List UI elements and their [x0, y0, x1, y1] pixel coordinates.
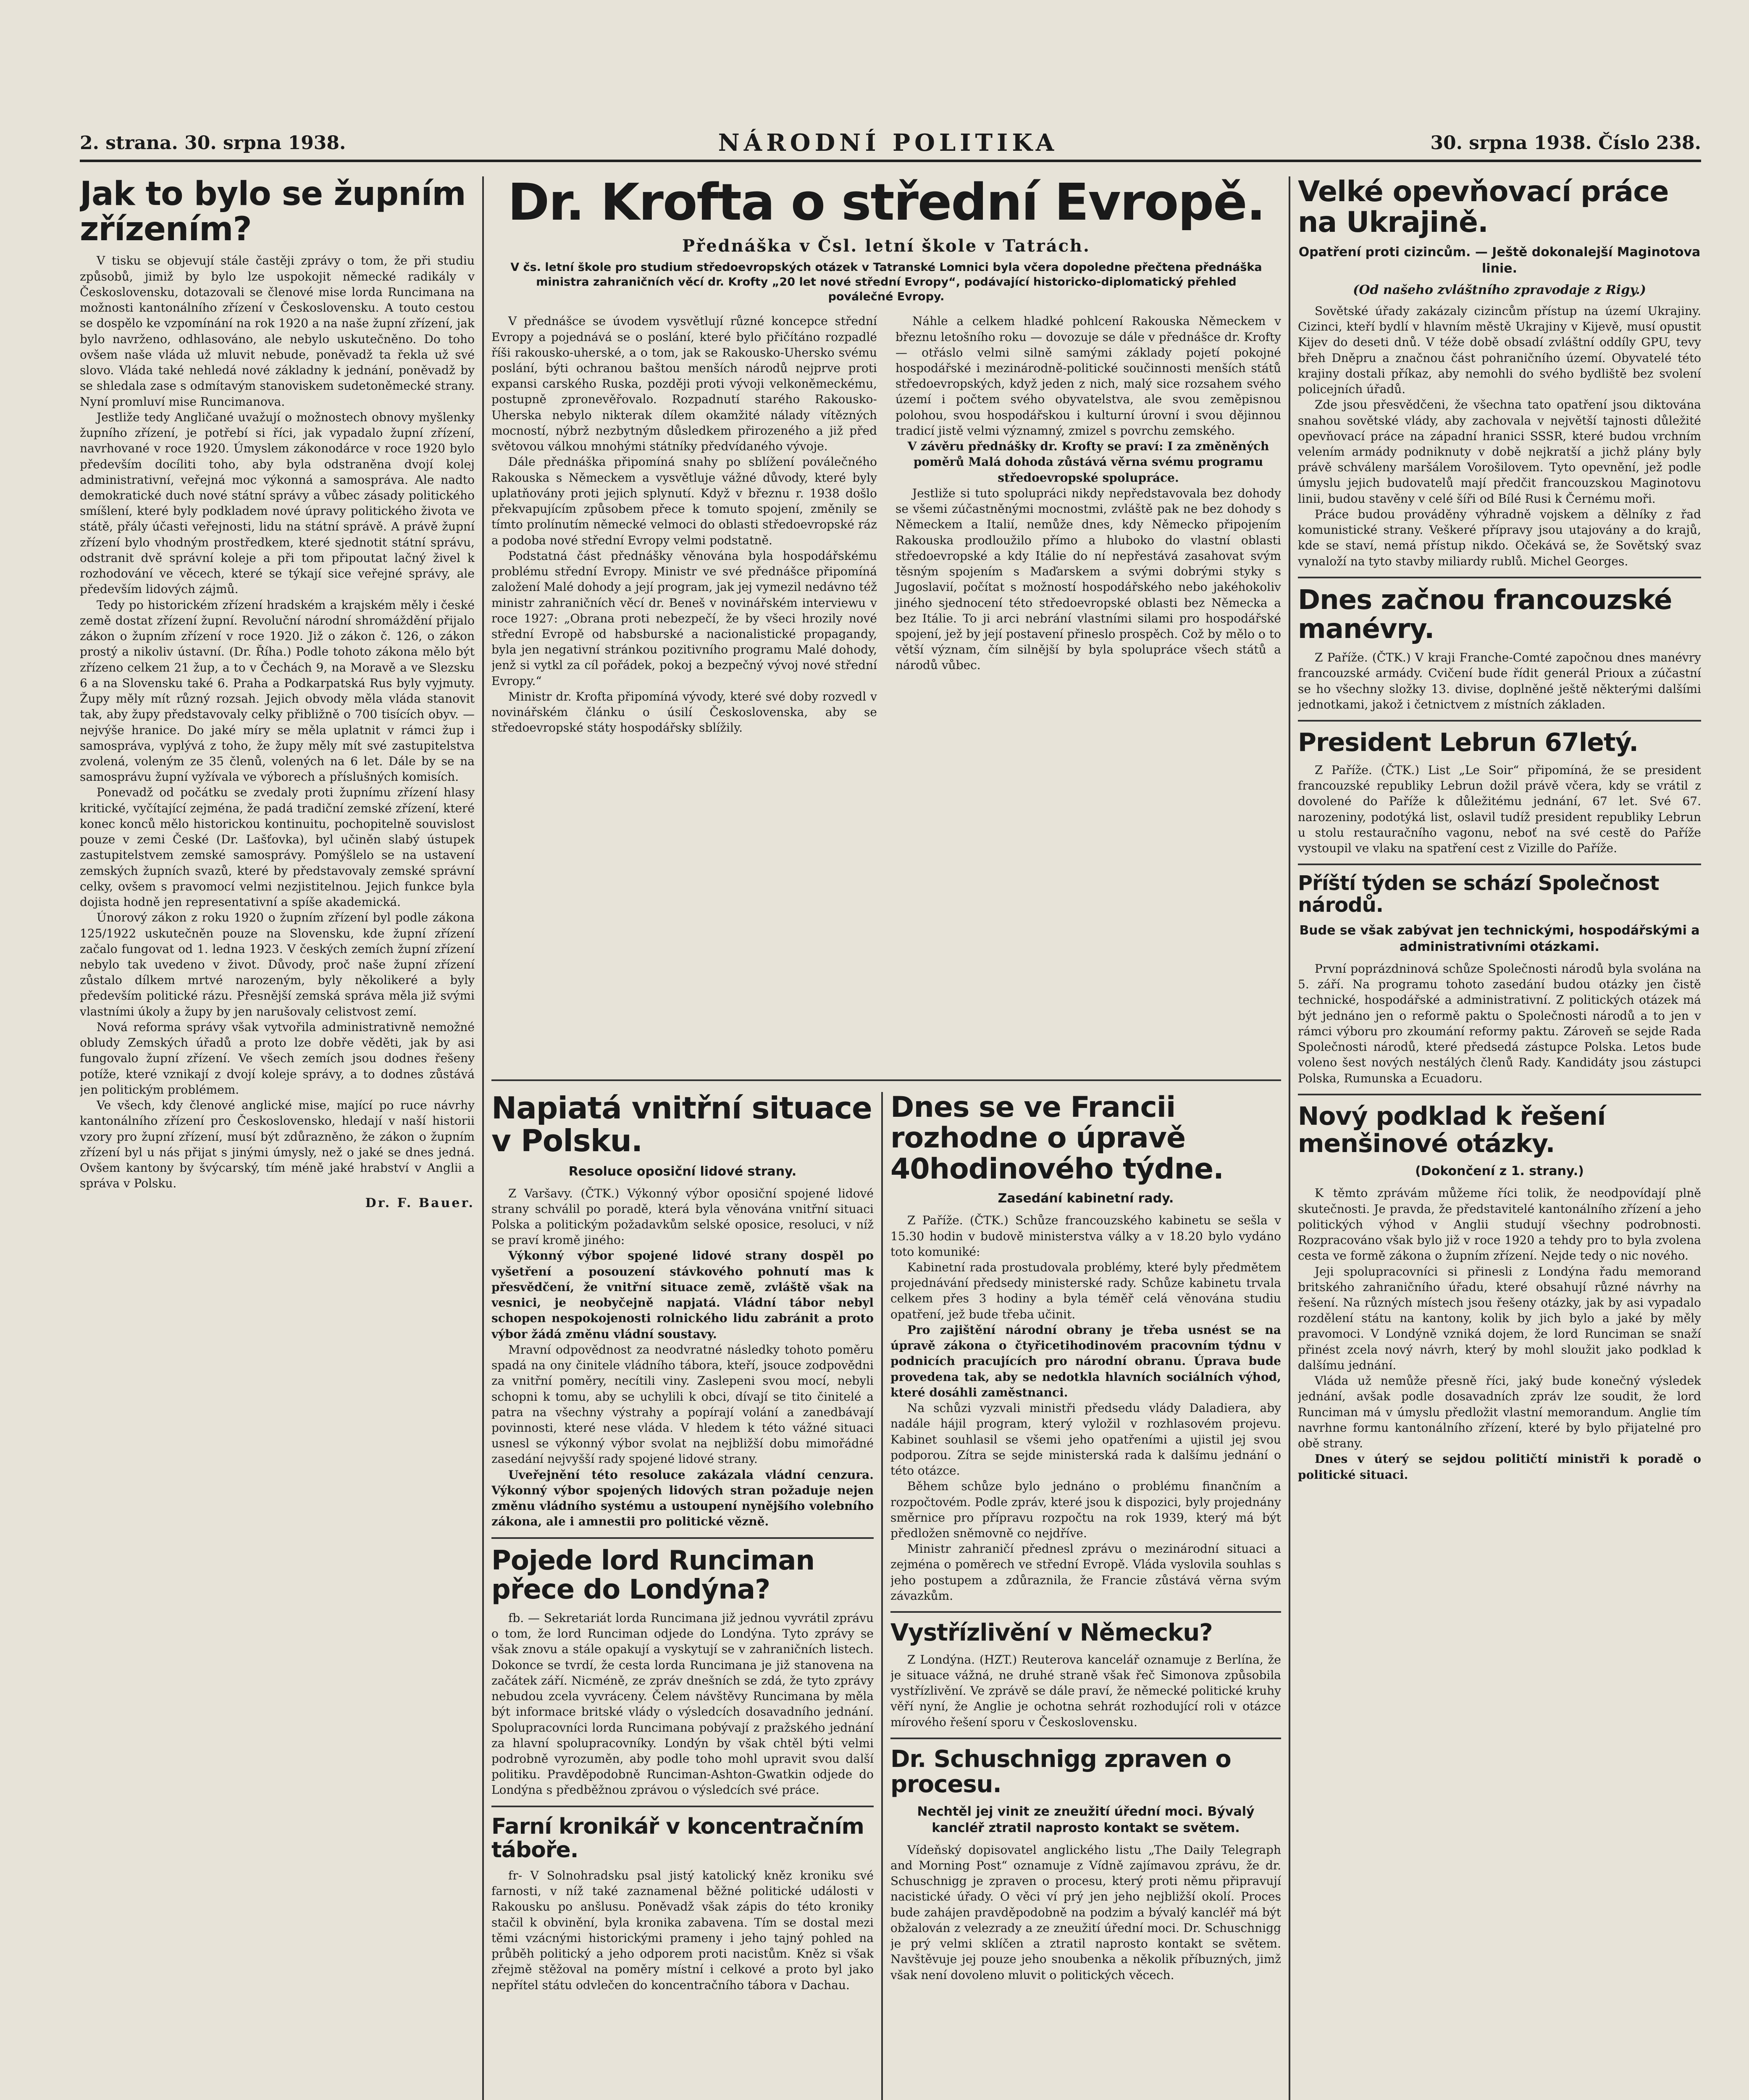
krofta-columns: [491, 313, 1281, 735]
section-rule: [491, 1079, 1281, 1081]
body-text: Z Varšavy. (ČTK.) Výkonný výbor oposiční spojené lidové strany schválil po poradě, která byla věnována vnitřní situaci Polska a politickým požadavkům selské oposice, resoluci, v níž se praví kromě jiného:: [491, 1186, 874, 1247]
article-rule: [1298, 720, 1701, 722]
body-text: V tisku se objevují stále častěji zprávy o tom, že při studiu způsobů, jimiž by bylo lze uspokojit německé radikály v Československu, dotazovali se členové mise lorda Runcimana na možnosti kantonálního zřízení v Československu. A touto cestou se dospělo ke vzpomínání na rok 1920 a na naše župní zřízení, jak bylo navrženo, odhlasováno, ale nebylo uskutečněno. Do toho ovšem naše vláda už mluvit nebude, poněvadž ta řekla už své slovo. Vláda také nehledá nové základny k jednání, poněvadž by se shledala zase s odmítavým stanoviskem sudetoněmecké strany. Nyní promluví mise Runcimanova.: [80, 254, 475, 409]
body-text: Jestliže tedy Angličané uvažují o možnostech obnovy myšlenky župního zřízení, je potřebí si říci, jak vypadalo župní zřízení, navrhované v roce 1920. Úmyslem zákonodárce v roce 1920 bylo především docíliti toho, aby byla odstraněna dvojí kolej administrativní, veřejná moc výkonná a samospráva. Ale nadto demokratické duch nové státní správy a vůbec zásady politického smíšlení, které byly podkladem nové úpravy politického života ve státě, přály účasti veřejnosti, lidu na státní správě. A právě župní zřízení bylo vhodným prostředkem, které sjednotit státní správu, odstranit dvě správní koleje a při tom připoutat lačný živel k rozhodování ve věcech, které se týkají sice veřejné správy, ale především lidových zájmů.: [80, 410, 475, 596]
headline-podklad: Nový podklad k řešení menšinové otázky.: [1298, 1101, 1606, 1158]
column-rule: [1289, 176, 1290, 2100]
headline-lebrun: President Lebrun 67letý.: [1298, 728, 1639, 758]
article-rule: [890, 1738, 1281, 1739]
deck: (Dokončení z 1. strany.): [1415, 1164, 1584, 1179]
masthead-title: NÁRODNÍ POLITIKA: [718, 129, 1058, 157]
body-text: Ministr dr. Krofta připomíná vývody, které své doby rozvedl v novinářském článku o úsilí Československa, aby se středoevropské státy hospodářsky sblížily.: [491, 689, 877, 735]
body-text: Práce budou prováděny výhradně vojskem a dělníky z řad komunistické strany. Veškeré přípravy jsou utajovány a do krajů, kde se staví, nemá přístup nikdo. Očekává se, že Sovětský svaz vynaloží na tyto stavby miliardy rublů. Michel Georges.: [1298, 507, 1701, 568]
body-text: Uveřejnění této resoluce zakázala vládní cenzura. Výkonný výbor spojených lidových stran požaduje nejen změnu vládního systému a ustoupení nynějšího volebního zákona, ale i amnestii pro politické vězně.: [491, 1467, 874, 1529]
body-text: Nová reforma správy však vytvořila administrativně nemožné obludy Zemských úřadů a proto lze dobře věděti, jak by asi fungovalo župní zřízení. Ve všech zemích jsou dodnes řešeny potíže, které vznikají z dvojí koleje správy, a to dodnes zůstává jen politickým problémem.: [80, 1020, 475, 1097]
article-rule: [1298, 864, 1701, 865]
body-text: Z Paříže. (ČTK.) Schůze francouzského kabinetu se sešla v 15.30 hodin v budově ministerstva války a v 18.20 bylo vydáno toto komuniké:: [890, 1213, 1281, 1259]
byline: Dr. F. Bauer.: [365, 1195, 475, 1210]
right-column: [1298, 176, 1701, 2100]
body-text: Z Londýna. (HZT.) Reuterova kancelář oznamuje z Berlína, že je situace vážná, ne druhé straně však řeč Simonova způsobila vystřízlivění. Ve zprávě se dále praví, že německé politické kruhy věří nyní, že Anglie je ochotna sehrát rozhodující roli v otázce mírového řešení sporu v Československu.: [890, 1652, 1281, 1729]
body-text: První poprázdninová schůze Společnosti národů byla svolána na 5. září. Na programu tohoto zasedání budou otázky jen čistě technické, hospodářské a administrativní. Z politických otázek má být jednáno jen o reformě paktu o Společnosti národů a to jen v rámci výboru pro zkoumání reformy paktu. Zároveň se sejde Rada Společnosti národů, které předsedá zástupce Polska. Letos bude voleno šest nových nestálých členů Rady. Kandidáty jsou zástupci Polska, Rumunska a Ecuadoru.: [1298, 961, 1701, 1085]
deck: Nechtěl jej vinit ze zneužití úřední moci. Bývalý kancléř ztratil naprosto kontakt se světem.: [917, 1804, 1255, 1835]
body-text: Kabinetní rada prostudovala problémy, které byly předmětem projednávání předsedy ministerské rady. Schůze kabinetu trvala celkem přes 3 hodiny a byla téměř celá věnována studiu opatření, jež bude třeba učinit.: [890, 1260, 1281, 1321]
body-text: V přednášce se úvodem vysvětlují různé koncepce střední Evropy a pojednává se o poslání, které bylo přičítáno rozpadlé říši rakousko-uherské, a o tom, jak se Rakousko-Uhersko svému poslání, býti ochranou baštou menších národů nejprve proti expansi carského Ruska, později proti vývoji velkoněmeckému, postupně zpronevěřovalo. Rozpadnutí starého Rakousko-Uherska nebylo nikterak dílem okamžité nálady vítězných mocností, nýbrž nezbytným důsledkem přirozeného a již před světovou válkou mnohými státníky předvídaného vývoje.: [491, 314, 877, 454]
article-rule: [890, 1611, 1281, 1613]
body-text: Během schůze bylo jednáno o problému finančním a rozpočtovém. Podle zpráv, které jsou k dispozici, byly projednány směrnice pro přípravu rozpočtu na rok 1939, který má být předložen sněmovně co nejdříve.: [890, 1479, 1281, 1540]
body-text: Dnes v úterý se sejdou političtí ministři k poradě o politické situaci.: [1298, 1452, 1701, 1482]
column-rule: [881, 1092, 883, 2100]
headline-manevry: Dnes začnou francouzské manévry.: [1298, 584, 1672, 645]
subheadline: Přednáška v Čsl. letní škole v Tatrách.: [682, 236, 1090, 256]
deck: Bude se však zabývat jen technickými, hospodářskými a administrativními otázkami.: [1299, 923, 1700, 954]
body-text: Jestliže si tuto spolupráci nikdy nepředstavovala bez dohody se všemi zúčastněnými mocnostmi, zvláště pak ne bez dohody s Německem a Italií, nemůže dnes, kdy Německo připojením Rakouska prodloužilo přímo a hluboko do vlastní oblasti středoevropské a kdy Itálie do ní nepřestává zasahovat svým těsným spojením s Maďarskem a svými dobrými styky s Jugoslavií, počítat s možností hospodářského nebo jakéhokoliv jiného sjednocení této středoevropské oblasti bez Německa a bez Itálie. To ji arci nebrání vlastními silami pro hospodářské spojení, jež by její postavení přineslo prospěch. Což by mělo o to větší význam, čím silnější by byla spolupráce všech států a národů vůbec.: [896, 486, 1281, 672]
article-rule: [491, 1537, 874, 1539]
article-rule: [1298, 1094, 1701, 1095]
body-text: Z Paříže. (ČTK.) V kraji Franche-Comté započnou dnes manévry francouzské armády. Cvičení bude řídit generál Prioux a zúčastní se ho všechny složky 13. divise, doplněné ještě některými dalšími jednotkami, jakož i četnictvem z místních základen.: [1298, 651, 1701, 711]
krofta-left: [491, 313, 877, 735]
body-text: Náhle a celkem hladké pohlcení Rakouska Německem v březnu letošního roku — dovozuje se dále v přednášce dr. Krofty — otřáslo velmi silně samými základy pojetí pokojné hospodářské i mezinárodně-politické součinnosti menších států středoevropských, když jeden z nich, malý sice rozsahem svého území i počtem svého obyvatelstva, ale svou zeměpisnou polohou, svou hospodářskou i kulturní úrovní i svou dějinnou tradicí jistě velmi významný, zmizel s povrchu zemského.: [896, 314, 1281, 438]
headline-schuschnigg: Dr. Schuschnigg zpraven o procesu.: [890, 1745, 1231, 1798]
body-text: Ministr zahraničí přednesl zprávu o mezinárodní situaci a zejména o poměrech ve střední Evropě. Vláda vyslovila souhlas s jeho postupem a zdůraznila, že Francie zůstává věrna svým závazkům.: [890, 1542, 1281, 1603]
body-text: Zde jsou přesvědčeni, že všechna tato opatření jsou diktována snahou sovětské vlády, aby zachovala v největší tajnosti důležité opevňovací práce na západní hranici SSSR, které budou vrchním velením armády podniknuty v době nejkratší a jichž plány byly právě schváleny maršálem Vorošilovem. Tyto opevnění, jež podle úmyslu jejich budovatelů mají předčit francouzskou Maginotovu linii, budou stavěny v celé šíři od Bílé Rusi k Černému moři.: [1298, 398, 1701, 506]
body-text: Z Paříže. (ČTK.) List „Le Soir“ připomíná, že se president francouzské republiky Lebrun dožil právě včera, kdy se vrátil z dovolené do Paříže k důležitému jednání, 67 let. Své 67. narozeniny, podotýká list, oslavil tudíž president republiky Lebrun u stolu restauračního vagonu, neboť na své cestě do Paříže vystoupil ve vlaku na spatření cest z Vizille do Paříže.: [1298, 763, 1701, 855]
article-rule: [491, 1806, 874, 1807]
body-text: Tedy po historickém zřízení hradském a krajském měly i české země dostat zřízení župní. Revoluční národní shromáždění přijalo zákon o župním zřízení v roce 1920. Již o zákon č. 126, o zákon prostý a nikoliv ústavní. (Dr. Říha.) Podle tohoto zákona mělo být zřízeno celkem 21 žup, a to v Čechách 9, na Moravě a ve Slezsku 6 a na Slovensku také 6. Praha a Podkarpatská Rus byly vyjmuty. Župy měly mít různý rozsah. Jejich obvody měla vláda stanovit tak, aby župy představovaly celky přibližně o 700 tisících obyv. — nejvýše hranice. Do jaké míry se měla uplatnit v rámci žup i samospráva, vyplývá z toho, že župy měly mít své zastupitelstva zvolená, voleným ze 35 členů, volených na 6 let. Dále by se na samosprávu župní vyžívala ve výborech a příslušných komisích.: [80, 598, 475, 784]
body-text: Dále přednáška připomíná snahy po sblížení poválečného Rakouska s Německem a vysvětluje vážné důvody, které byly uplatňovány proti jejich splynutí. Když v březnu r. 1938 došlo překvapujícím způsobem přece k tomuto spojení, změnily se tímto prolínutím německé velmoci do oblasti středoevropské ráz a podoba nové střední Evropy velmi podstatně.: [491, 455, 877, 547]
body-text: fb. — Sekretariát lorda Runcimana již jednou vyvrátil zprávu o tom, že lord Runciman odjede do Londýna. Tyto zprávy se však znovu a stále opakují a vyskytují se v zahraničních listech. Dokonce se tvrdí, že cesta lorda Runcimana je již stanovena na začátek září. Nicméně, ze zpráv dnešních se zdá, že tyto zprávy nebudou zcela vyvráceny. Čelem návštěvy Runcimana by měla být informace britské vlády o výsledcích dosavadního jednání. Spolupracovníci lorda Runcimana pobývají z pražského jednání za hlavní spolupracovníky. Londýn by však chtěl býti velmi podrobně vyrozuměn, aby podle toho mohl upravit svou další politiku. Pravděpodobně Runciman-Ashton-Gwatkin odjede do Londýna s předběžnou zprávou o výsledcích své práce.: [491, 1611, 874, 1797]
body-text: Na schůzi vyzvali ministři předsedu vlády Daladiera, aby nadále hájil program, který vyložil v rozhlasovém projevu. Kabinet souhlasil se všemi jeho opatřeními a ujistil jej svou podporou. Zítra se sejde ministerská rada k dalšímu jednání o této otázce.: [890, 1401, 1281, 1478]
headline-runciman: Pojede lord Runciman přece do Londýna?: [491, 1545, 814, 1605]
masthead-right: 30. srpna 1938. Číslo 238.: [1430, 132, 1701, 154]
body-text: Pro zajištění národní obrany je třeba usnést se na úpravě zákona o čtyřicetihodinovém pracovním týdnu v podnicích pracujících pro národní obranu. Úprava bude provedena tak, aby se nedotkla hlavních sociálních výhod, které dosáhli zaměstnanci.: [890, 1323, 1281, 1399]
body-text: Mravní odpovědnost za neodvratné následky tohoto poměru spadá na ony činitele vládního tábora, kteří, jsouce zodpovědni za vnitřní poměry, necítili viny. Zaslepeni svou mocí, nebyli schopni k tomu, aby se uchylili k obci, dívají se tito činitelé a patra na všechny výstrahy a popírají volání a zanedbávají povinnosti, které nese vláda. V hledem k této vážné situaci usnesl se výkonný výbor svolat na nejbližší dobu mimořádné zasedání nejvyšší rady spojené lidové strany.: [491, 1342, 874, 1466]
center-left-column: [491, 1092, 874, 2100]
body-text: V závěru přednášky dr. Krofty se praví: I za změněných poměrů Malá dohoda zůstává věrna svému programu středoevropské spolupráce.: [907, 439, 1269, 485]
body-text: Únorový zákon z roku 1920 o župním zřízení byl podle zákona 125/1922 uskutečněn pouze na Slovensku, kde župní zřízení začalo fungovat od 1. ledna 1923. V českých zemích župní zřízení nebylo tak uvedeno v život. Důvody, proč naše župní zřízení zůstalo dílkem mrtvé narozeným, byly několikeré a byly především politické rázu. Přesnější zemská správa měla již svými vlastními úkoly a župy by jen narušovaly celistvost zemí.: [80, 911, 475, 1018]
body-text: Vídeňský dopisovatel anglického listu „The Daily Telegraph and Morning Post“ oznamuje z Vídně zajímavou zprávu, že dr. Schuschnigg je zpraven o procesu, který proti němu připravují nacistické úřady. O věci ví prý jen jeho nejbližší okolí. Proces bude zahájen pravděpodobně na podzim a bývalý kancléř má být obžalován z velezrady a ze zneužití úřední moci. Dr. Schuschnigg je prý velmi sklíčen a ztratil naprosto kontakt se světem. Navštěvuje jej pouze jeho snoubenka a několik příbuzných, jimž však není dovoleno mluvit o politických věcech.: [890, 1843, 1281, 1982]
deck: Opatření proti cizincům. — Ještě dokonalejší Maginotova linie.: [1298, 244, 1701, 276]
body-text: K těmto zprávám můžeme říci tolik, že neodpovídají plně skutečnosti. Je pravda, že představitelé kantonálního zřízení a jeho politických výhod v Anglii studují všechny podrobnosti. Rozpracováno však bylo již v roce 1920 a tehdy pro to byla zvolena cesta ve formě zákona o župním zřízení. Nejde tedy o nic nového.: [1298, 1186, 1701, 1263]
headline-ukrajina: Velké opevňovací práce na Ukrajině.: [1298, 176, 1669, 239]
column-rule: [482, 176, 484, 2100]
headline-nemecko: Vystřízlivění v Německu?: [890, 1619, 1213, 1647]
lead-paragraph: V čs. letní škole pro studium středoevropských otázek v Tatranské Lomnici byla včera dopoledne přečtena přednáška ministra zahraničních věcí dr. Krofty „20 let nové střední Evropy“, podávající historicko-diplomatický přehled poválečné Evropy.: [510, 261, 1262, 304]
headline-francie: Dnes se ve Francii rozhodne o úpravě 40hodinového týdne.: [890, 1092, 1224, 1186]
correspondent-note: (Od našeho zvláštního zpravodaje z Rigy.): [1353, 282, 1646, 297]
body-text: Ve všech, kdy členové anglické mise, mající po ruce návrhy kantonálního zřízení pro Československo, hledají v naší historii vzory pro župní zřízení, musí být zdůrazněno, že zákon o župním zřízení byl u nás přijat s jinými úmysly, než o jaké se dnes jedná. Ovšem kantony by švýcarský, tím méně jaké hrabství v Anglii a správa v Polsku.: [80, 1098, 475, 1191]
article-krofta: [491, 176, 1281, 1071]
article-zupni-zrizeni: [80, 176, 475, 2100]
banner-headline: Dr. Krofta o střední Evropě.: [507, 176, 1265, 232]
body-text: Jeji spolupracovníci si přinesli z Londýna řadu memorand britského zahraničního úřadu, které obsahují různé návrhy na řešení. Na různých místech jsou řešeny otázky, jak by asi vypadalo rozdělení státu na kantony, kolik by jich bylo a jaké by měly pravomoci. V Londýně vzniká dojem, že lord Runciman se snaží přinést zcela nový návrh, který by mohl sloužit jako podklad k dalšímu jednání.: [1298, 1264, 1701, 1372]
deck: Resoluce oposiční lidové strany.: [568, 1164, 797, 1179]
headline-spolecnost: Příští týden se schází Společnost národů.: [1298, 872, 1659, 917]
masthead-left: 2. strana. 30. srpna 1938.: [80, 132, 346, 154]
deck: Zasedání kabinetní rady.: [998, 1191, 1174, 1206]
center-right-column: [890, 1092, 1281, 2100]
body-text: Sovětské úřady zakázaly cizincům přístup na území Ukrajiny. Cizinci, kteří bydlí v hlavním městě Ukrajiny v Kijevě, musí opustit Kijev do deseti dnů. V téže době obsadí zvláštní oddíly GPU, tevy břeh Dněpru a značnou část pohraničního území. Obyvatelé této krajiny dostali příkaz, aby nemohli do svého bydliště bez svolení policejních úřadů.: [1298, 304, 1701, 396]
masthead: [80, 126, 1701, 162]
body-text: Podstatná část přednášky věnována byla hospodářskému problému střední Evropy. Ministr ve své přednášce připomíná založení Malé dohody a její program, jak jej vymezil nedávno též ministr zahraničních věcí dr. Beneš v novinářském interviewu v roce 1927: „Obrana proti nebezpečí, že by všeci hrozily nové střední Evropě od habsburské a nacionalistické propagandy, byla jen negativní stránkou pozitivního programu Malé dohody, jenž si vytkl za cíl pořádek, pokoj a bezpečný vývoj nové střední Evropy.“: [491, 549, 877, 688]
body-text: Vláda už nemůže přesně říci, jaký bude konečný výsledek jednání, avšak podle dosavadních zpráv lze soudit, že lord Runciman má v úmyslu předložit vlastní memorandum. Anglie tím navrhne formu kantonálního zřízení, které by bylo přijatelné pro obě strany.: [1298, 1374, 1701, 1451]
body-text: Ponevadž od počátku se zvedaly proti župnímu zřízení hlasy kritické, vyčítající zejména, že padá tradiční zemské zřízení, které konec konců mělo historickou kontinuitu, pochopitelně souvislost pouze v zemi České (Dr. Lašťovka), byl učiněn slabý ústupek zastupitelstvem zemské samosprávy. Pomýšlelo se na ustavení zemských župních svazů, které by představovaly zemské správní celky, ovšem s pravomocí velmi nezjistitelnou. Jejich funkce byla dojista hodně jen representativní a spíše akademická.: [80, 785, 475, 909]
article-rule: [1298, 577, 1701, 578]
body-text: fr- V Solnohradsku psal jistý katolický kněz kroniku své farnosti, v níž také zaznamenal běžné politické události v Rakousku po anšlusu. Poněvadž však zápis do této kroniky stačil k obvinění, byla kronika zabavena. Tím se dostal mezi těmi vzácnými historickými prameny i jeho tajný pohled na průběh politický a jeho odporem proti nacistům. Kněz si však zřejmě stěžoval na poměry místní i celkové a proto byl jako nepřítel státu odvlečen do koncentračního tábora v Dachau.: [491, 1869, 874, 1992]
body-text: Výkonný výbor spojené lidové strany dospěl po vyšetření a posouzení stávkového pohnutí mas k přesvědčení, že vnitřní situace země, zvláště však na vesnici, je neobyčejně napjatá. Vládní tábor nebyl schopen nespokojenosti rolnického lidu zabránit a proto výbor žádá změnu vládní soustavy.: [491, 1249, 874, 1341]
headline-polsko: Napiatá vnitřní situace v Polsku.: [491, 1092, 872, 1158]
headline-kronikar: Farní kronikář v koncentračním táboře.: [491, 1814, 864, 1863]
headline: Jak to bylo se župním zřízením?: [80, 176, 466, 249]
krofta-right: [896, 313, 1281, 735]
